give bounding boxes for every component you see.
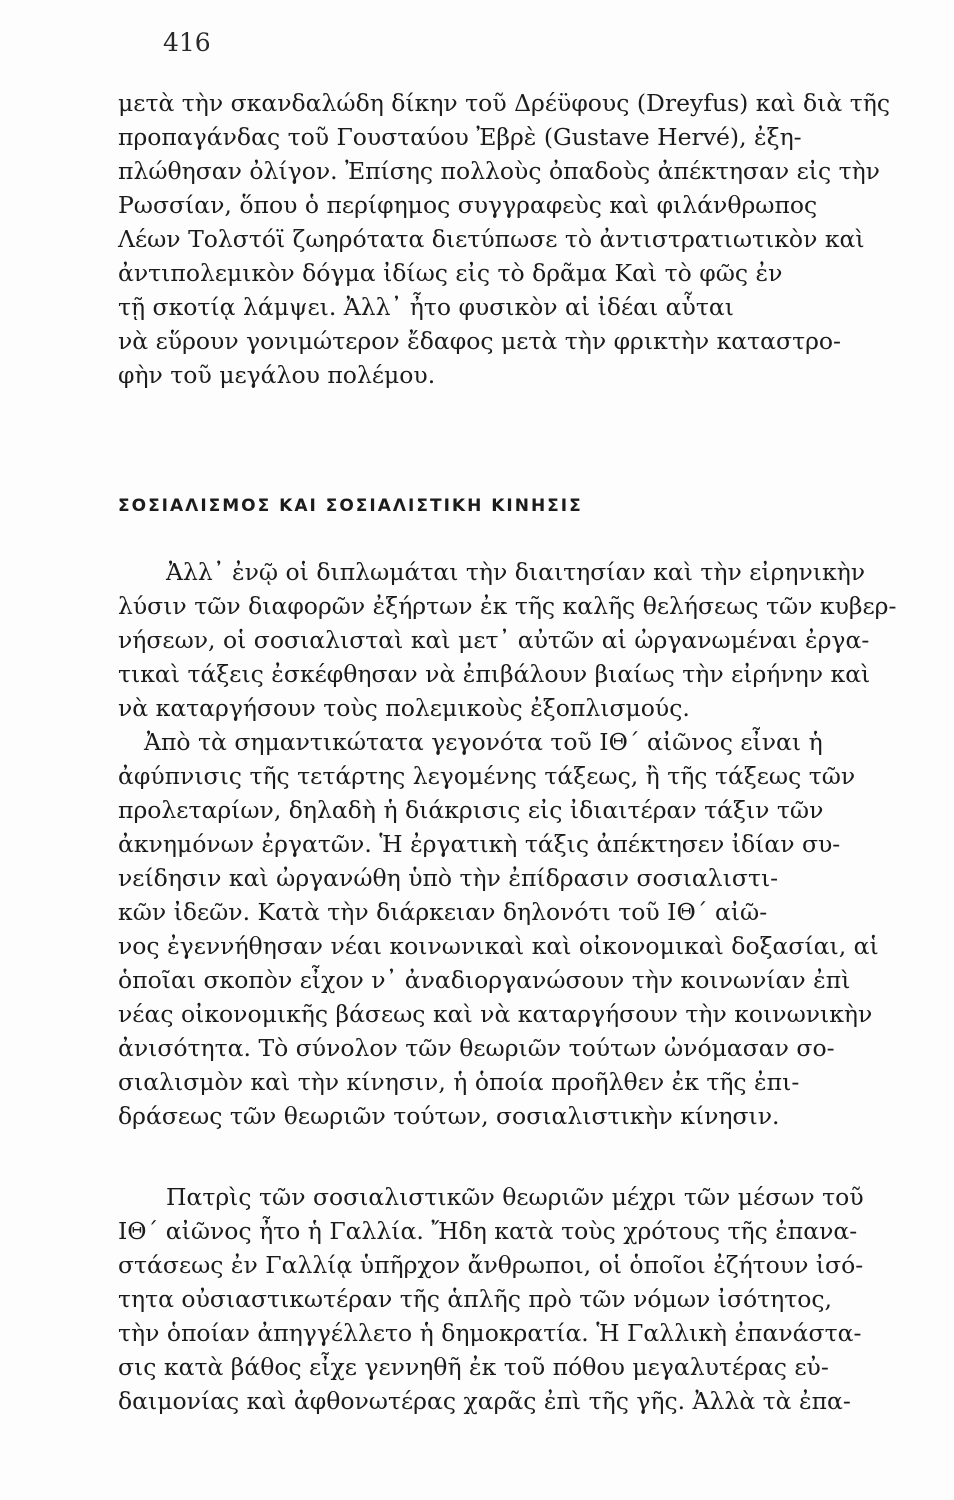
text-line: ΙΘ΄ αἰῶνος ἦτο ἡ Γαλλία. Ἤδη κατὰ τοὺς χρότους τῆς ἐπανα- <box>118 1217 858 1245</box>
text-line: νος ἐγεννήθησαν νέαι κοινωνικαὶ καὶ οἰκονομικαὶ δοξασίαι, αἱ <box>118 932 879 960</box>
text-line: ὁποῖαι σκοπὸν εἶχον ν᾽ ἀναδιοργανώσουν τὴν κοινωνίαν ἐπὶ <box>118 966 851 994</box>
text-line: τὴν ὁποίαν ἀπηγγέλλετο ἡ δημοκρατία. Ἡ Γαλλικὴ ἐπανάστα- <box>118 1319 862 1347</box>
text-line: ἀνισότητα. Τὸ σύνολον τῶν θεωριῶν τούτων ὠνόμασαν σο- <box>118 1034 835 1062</box>
paragraph-socialism <box>118 555 918 1133</box>
paragraph-france <box>118 1180 918 1418</box>
text-line: ἀφύπνισις τῆς τετάρτης λεγομένης τάξεως, ἢ τῆς τάξεως τῶν <box>118 762 856 790</box>
text-line: σιαλισμὸν καὶ τὴν κίνησιν, ἡ ὁποία προῆλθεν ἐκ τῆς ἐπι- <box>118 1068 800 1096</box>
text-line: μετὰ τὴν σκανδαλώδη δίκην τοῦ Δρέϋφους (Dreyfus) καὶ διὰ τῆς <box>118 89 890 117</box>
text-line: Ἀπὸ τὰ σημαντικώτατα γεγονότα τοῦ ΙΘ΄ αἰῶνος εἶναι ἡ <box>144 728 823 756</box>
text-line: νὰ καταργήσουν τοὺς πολεμικοὺς ἐξοπλισμούς. <box>118 694 690 722</box>
text-line: κῶν ἰδεῶν. Κατὰ τὴν διάρκειαν δηλονότι τοῦ ΙΘ΄ αἰῶ- <box>118 898 768 926</box>
text-line: Λέων Τολστόϊ ζωηρότατα διετύπωσε τὸ ἀντιστρατιωτικὸν καὶ <box>118 225 865 253</box>
paragraph-continuation <box>118 86 918 392</box>
section-heading: ΣΟΣΙΑΛΙΣΜΟΣ ΚΑΙ ΣΟΣΙΑΛΙΣΤΙΚΗ ΚΙΝΗΣΙΣ <box>118 496 583 516</box>
text-line: νείδησιν καὶ ὠργανώθη ὑπὸ τὴν ἐπίδρασιν σοσιαλιστι- <box>118 864 779 892</box>
text-line: δράσεως τῶν θεωριῶν τούτων, σοσιαλιστικὴν κίνησιν. <box>118 1102 780 1130</box>
text-line: νήσεων, οἱ σοσιαλισταὶ καὶ μετ᾽ αὐτῶν αἱ ὠργανωμέναι ἐργα- <box>118 626 870 654</box>
text-line: προπαγάνδας τοῦ Γουσταύου Ἐβρὲ (Gustave Hervé), ἐξη- <box>118 123 802 151</box>
text-line: Ρωσσίαν, ὅπου ὁ περίφημος συγγραφεὺς καὶ φιλάνθρωπος <box>118 191 818 219</box>
text-line: νὰ εὕρουν γονιμώτερον ἔδαφος μετὰ τὴν φρικτὴν καταστρο- <box>118 327 841 355</box>
text-line: στάσεως ἐν Γαλλίᾳ ὑπῆρχον ἄνθρωποι, οἱ ὁποῖοι ἐζήτουν ἰσό- <box>118 1251 864 1279</box>
text-line: πλώθησαν ὀλίγον. Ἐπίσης πολλοὺς ὀπαδοὺς ἀπέκτησαν εἰς τὴν <box>118 157 880 185</box>
text-line: νέας οἰκονομικῆς βάσεως καὶ νὰ καταργήσουν τὴν κοινωνικὴν <box>118 1000 873 1028</box>
text-line: Πατρὶς τῶν σοσιαλιστικῶν θεωριῶν μέχρι τῶν μέσων τοῦ <box>166 1183 864 1211</box>
text-line: τητα οὐσιαστικωτέραν τῆς ἁπλῆς πρὸ τῶν νόμων ἰσότητος, <box>118 1285 833 1313</box>
text-line: φὴν τοῦ μεγάλου πολέμου. <box>118 361 436 389</box>
text-line: λύσιν τῶν διαφορῶν ἐξήρτων ἐκ τῆς καλῆς θελήσεως τῶν κυβερ- <box>118 592 897 620</box>
page-number: 416 <box>163 28 211 57</box>
text-line: Ἀλλ᾽ ἐνῷ οἱ διπλωμάται τὴν διαιτησίαν καὶ τὴν εἰρηνικὴν <box>166 558 866 586</box>
text-line: ἀντιπολεμικὸν δόγμα ἰδίως εἰς τὸ δρᾶμα Καὶ τὸ φῶς ἐν <box>118 259 783 287</box>
text-line: ἀκνημόνων ἐργατῶν. Ἡ ἐργατικὴ τάξις ἀπέκτησεν ἰδίαν συ- <box>118 830 841 858</box>
text-line: σις κατὰ βάθος εἶχε γεννηθῆ ἐκ τοῦ πόθου μεγαλυτέρας εὐ- <box>118 1353 829 1381</box>
text-line: προλεταρίων, δηλαδὴ ἡ διάκρισις εἰς ἰδιαιτέραν τάξιν τῶν <box>118 796 824 824</box>
text-line: δαιμονίας καὶ ἀφθονωτέρας χαρᾶς ἐπὶ τῆς γῆς. Ἀλλὰ τὰ ἐπα- <box>118 1387 851 1415</box>
text-line: τῇ σκοτίᾳ λάμψει. Ἀλλ᾽ ἦτο φυσικὸν αἱ ἰδέαι αὗται <box>118 293 734 321</box>
text-line: τικαὶ τάξεις ἐσκέφθησαν νὰ ἐπιβάλουν βιαίως τὴν εἰρήνην καὶ <box>118 660 871 688</box>
